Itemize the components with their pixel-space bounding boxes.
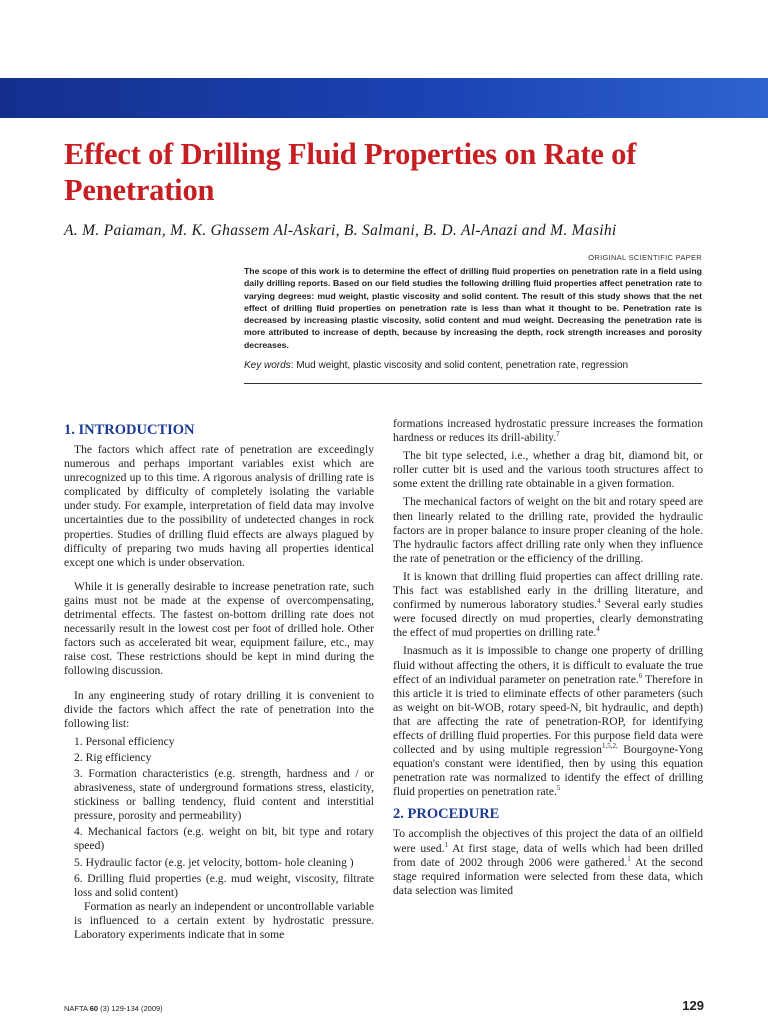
intro-paragraph-bit-type: The bit type selected, i.e., whether a drag bit, diamond bit, or roller cutter bit is used and the various tooth structures affect to some extent the drilling rate obtainable in a given formation. <box>393 449 703 491</box>
keywords-text: : Mud weight, plastic viscosity and solid content, penetration rate, regression <box>290 360 629 371</box>
paragraph-text: At first stage, data of wells which had been drilled from date of 2002 through 2006 were gathered. <box>393 841 704 869</box>
citation-ref: 4 <box>596 625 600 634</box>
citation-ref: 5 <box>556 784 561 793</box>
list-item: 3. Formation characteristics (e.g. strength, hardness and / or abrasiveness, state of underground formations stress, elasticity, stickiness or balling tendency, fluid content and interstitial pressure, porosity and permeability) <box>74 766 374 823</box>
paragraph-text: Bourgoyne-Yong equation's constant were identified, then by using this equation penetration rate was normalized to identify the effect of drilling fluid properties on penetration rate. <box>393 743 703 799</box>
header-banner <box>0 78 768 118</box>
paragraph-text: Therefore in this article it is tried to eliminate effects of other parameters (such as weight on bit-WOB, rotary speed-N, bit hydraulic, and depth) that are affecting the rate of penetration-ROP, for identifying effects of drilling fluid properties. For this purpose field data were collected and by using multiple regression <box>393 672 703 757</box>
procedure-paragraph-1 <box>393 827 703 897</box>
paragraph-text: formations increased hydrostatic pressure increases the formation hardness or reduces its drill-ability. <box>393 417 703 445</box>
journal-name: NAFTA <box>64 1004 90 1013</box>
abstract: The scope of this work is to determine the effect of drilling fluid properties on penetration rate in a field using daily drilling reports. Based on our field studies the following drilling fluid properties affect penetration rate to varying degrees: mud weight, plastic viscosity and solid content. The result of this study shows that the net effect of drilling fluid properties on penetration rate is less than what it thought to be. Penetration rate is decreased by increasing plastic viscosity, solid content and mud weight. Decreasing the penetration rate is more attributed to increase of depth, because by increasing the depth, rock strength increases and porosity decreases. <box>244 266 702 350</box>
citation-ref: 6 <box>638 671 643 680</box>
paragraph-text: To accomplish the objectives of this project the data of an oilfield were used. <box>393 827 703 855</box>
paragraph-text: It is known that drilling fluid properties can affect drilling rate. This fact was established early in the drilling literature, and confirmed by numerous laboratory studies. <box>393 569 703 612</box>
intro-paragraph-4: Formation as nearly an independent or uncontrollable variable is influenced to a certain extent by hydrostatic pressure. Laboratory experiments indicate that in some <box>74 899 374 941</box>
paper-title: Effect of Drilling Fluid Properties on Rate of Penetration <box>64 137 637 207</box>
keywords <box>244 360 702 371</box>
factor-list <box>64 735 374 900</box>
intro-paragraph-2: While it is generally desirable to increase penetration rate, such gains must not be made at the expense of overcompensating, detrimental effects. The fastest on-bottom drilling rate does not necessarily result in the lowest cost per foot of drilled hole. Other factors such as accelerated bit wear, equipment failure, etc., may raise cost. These restrictions should be kept in mind during the following discussion. <box>64 579 374 678</box>
journal-issue: (3) 129-134 (2009) <box>98 1004 163 1013</box>
list-item: 6. Drilling fluid properties (e.g. mud weight, viscosity, filtrate loss and solid content) <box>74 871 374 899</box>
page-number: 129 <box>682 998 704 1013</box>
journal-citation <box>64 1004 163 1013</box>
paragraph-text: At the second stage required information were selected from these data, which data selection was limited <box>393 855 703 897</box>
list-item: 1. Personal efficiency <box>74 734 175 748</box>
paragraph-text: Several early studies were focused directly on mud properties, clearly demonstrating the effect of mud properties on drilling rate. <box>393 598 703 640</box>
list-item: 2. Rig efficiency <box>74 750 152 764</box>
intro-paragraph-1: The factors which affect rate of penetration are exceedingly numerous and perhaps important variables exist which are unrecognized up to this time. A rigorous analysis of drilling rate is complicated by difficulty of completely isolating the variable under study. For example, interpretation of field data may involve uncertainties due to the possibility of undetected changes in rock properties. Studies of drilling fluid effects are always plagued by difficulty of preparing two muds having all properties identical except one which is under observation. <box>64 443 374 569</box>
paper-type-label: ORIGINAL SCIENTIFIC PAPER <box>588 253 702 262</box>
list-item: 4. Mechanical factors (e.g. weight on bit, bit type and rotary speed) <box>74 825 374 853</box>
citation-ref: 4 <box>597 597 601 606</box>
citation-ref: 7 <box>556 430 560 439</box>
keywords-label: Key words <box>244 360 291 371</box>
abstract-divider <box>244 383 702 384</box>
intro-paragraph-3: In any engineering study of rotary drilling it is convenient to divide the factors which affect the rate of penetration into the following list: <box>64 688 374 730</box>
intro-paragraph-method <box>393 644 703 799</box>
citation-ref: 1 <box>444 840 448 849</box>
section-heading-introduction: 1. INTRODUCTION <box>64 422 195 438</box>
right-column <box>393 417 703 908</box>
left-column <box>64 418 374 942</box>
intro-paragraph-mechanical: The mechanical factors of weight on the bit and rotary speed are then linearly related to the drilling rate, provided the hydraulic factors are in proper balance to insure proper cleaning of the hole. The hydraulic factors affect drilling rate only when they influence the rate of penetration or the efficiency of the drilling. <box>393 495 703 565</box>
intro-paragraph-fluid <box>393 570 703 640</box>
intro-paragraph-continued <box>393 417 703 445</box>
paragraph-text: Inasmuch as it is impossible to change one property of drilling fluid without affecting the others, it is difficult to evaluate the true effect of an individual parameter on penetration rate. <box>393 644 703 686</box>
author-list: A. M. Paiaman, M. K. Ghassem Al-Askari, B. Salmani, B. D. Al-Anazi and M. Masihi <box>64 222 617 239</box>
citation-ref: 1 <box>627 854 631 863</box>
journal-volume: 60 <box>89 1004 99 1013</box>
citation-ref: 1,5,2, <box>601 742 618 751</box>
section-heading-procedure: 2. PROCEDURE <box>393 806 500 823</box>
list-item: 5. Hydraulic factor (e.g. jet velocity, bottom- hole cleaning ) <box>74 855 354 869</box>
